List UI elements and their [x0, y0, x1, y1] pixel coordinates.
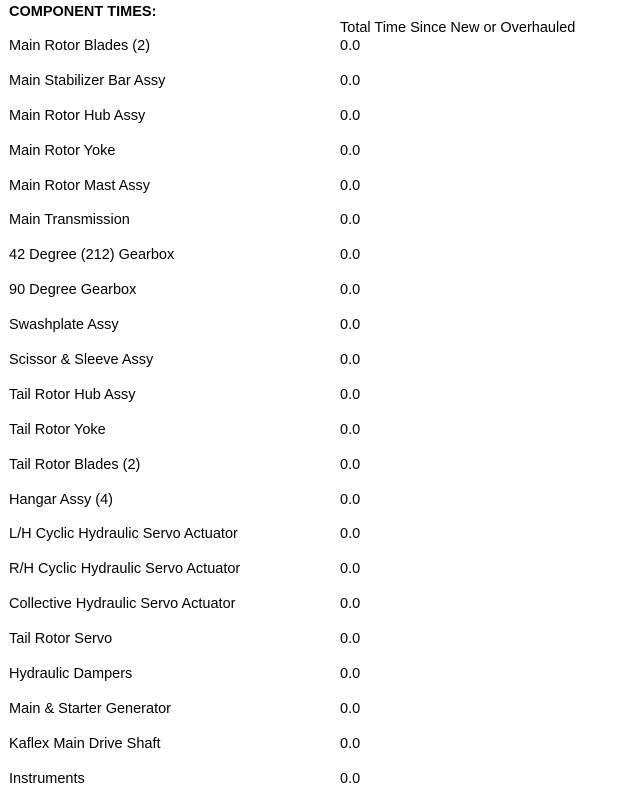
component-name: Main Transmission: [9, 212, 130, 229]
component-name: Main & Starter Generator: [9, 700, 171, 717]
component-time-value: 0.0: [340, 561, 361, 578]
component-name: Main Stabilizer Bar Assy: [9, 72, 166, 89]
component-time-value: 0.0: [340, 352, 361, 369]
component-row: [9, 665, 609, 700]
component-name: 90 Degree Gearbox: [9, 282, 137, 299]
component-time-value: 0.0: [340, 770, 361, 787]
component-row: [9, 72, 609, 107]
component-time-value: 0.0: [340, 666, 361, 683]
component-row: [9, 316, 609, 351]
component-row: [9, 351, 609, 386]
component-time-value: 0.0: [340, 596, 361, 613]
component-row: [9, 560, 609, 595]
component-name: Tail Rotor Servo: [9, 631, 113, 648]
component-name: Main Rotor Hub Assy: [9, 107, 146, 124]
component-row: [9, 246, 609, 281]
component-row: [9, 421, 609, 456]
component-name: Main Rotor Yoke: [9, 142, 116, 159]
component-row: [9, 386, 609, 421]
section-title: COMPONENT TIMES:: [9, 4, 157, 20]
component-row: [9, 700, 609, 735]
component-name: Main Rotor Mast Assy: [9, 177, 151, 194]
component-time-value: 0.0: [340, 700, 361, 717]
component-time-value: 0.0: [340, 212, 361, 229]
component-row: [9, 456, 609, 491]
component-row: [9, 770, 609, 805]
component-row: [9, 525, 609, 560]
component-name: Tail Rotor Hub Assy: [9, 386, 136, 403]
component-row: [9, 281, 609, 316]
component-row: [9, 595, 609, 630]
component-time-value: 0.0: [340, 526, 361, 543]
component-time-value: 0.0: [340, 177, 361, 194]
component-time-value: 0.0: [340, 72, 361, 89]
component-time-value: 0.0: [340, 38, 361, 54]
component-time-value: 0.0: [340, 282, 361, 299]
component-row: [9, 491, 609, 526]
component-name: Kaflex Main Drive Shaft: [9, 735, 161, 752]
component-row: [9, 630, 609, 665]
component-time-value: 0.0: [340, 247, 361, 264]
component-time-value: 0.0: [340, 421, 361, 438]
component-name: R/H Cyclic Hydraulic Servo Actuator: [9, 561, 241, 578]
component-time-value: 0.0: [340, 317, 361, 334]
component-name: Hangar Assy (4): [9, 491, 113, 508]
component-time-value: 0.0: [340, 142, 361, 159]
component-row: [9, 142, 609, 177]
component-row: [9, 107, 609, 142]
component-time-value: 0.0: [340, 456, 361, 473]
component-time-value: 0.0: [340, 735, 361, 752]
component-name: Hydraulic Dampers: [9, 666, 133, 683]
component-time-value: 0.0: [340, 107, 361, 124]
component-row: [9, 37, 609, 72]
column-header-total-time: Total Time Since New or Overhauled: [340, 20, 576, 36]
component-time-value: 0.0: [340, 386, 361, 403]
component-name: Collective Hydraulic Servo Actuator: [9, 596, 236, 613]
component-name: 42 Degree (212) Gearbox: [9, 247, 175, 264]
component-name: Main Rotor Blades (2): [9, 38, 151, 54]
component-name: L/H Cyclic Hydraulic Servo Actuator: [9, 526, 238, 543]
component-time-value: 0.0: [340, 491, 361, 508]
component-row: [9, 211, 609, 246]
component-row: [9, 177, 609, 212]
component-name: Swashplate Assy: [9, 317, 119, 334]
component-name: Scissor & Sleeve Assy: [9, 352, 154, 369]
component-name: Tail Rotor Yoke: [9, 421, 106, 438]
component-name: Instruments: [9, 770, 85, 787]
component-row: [9, 735, 609, 770]
component-times-list: [9, 37, 609, 805]
component-time-value: 0.0: [340, 631, 361, 648]
component-name: Tail Rotor Blades (2): [9, 456, 141, 473]
